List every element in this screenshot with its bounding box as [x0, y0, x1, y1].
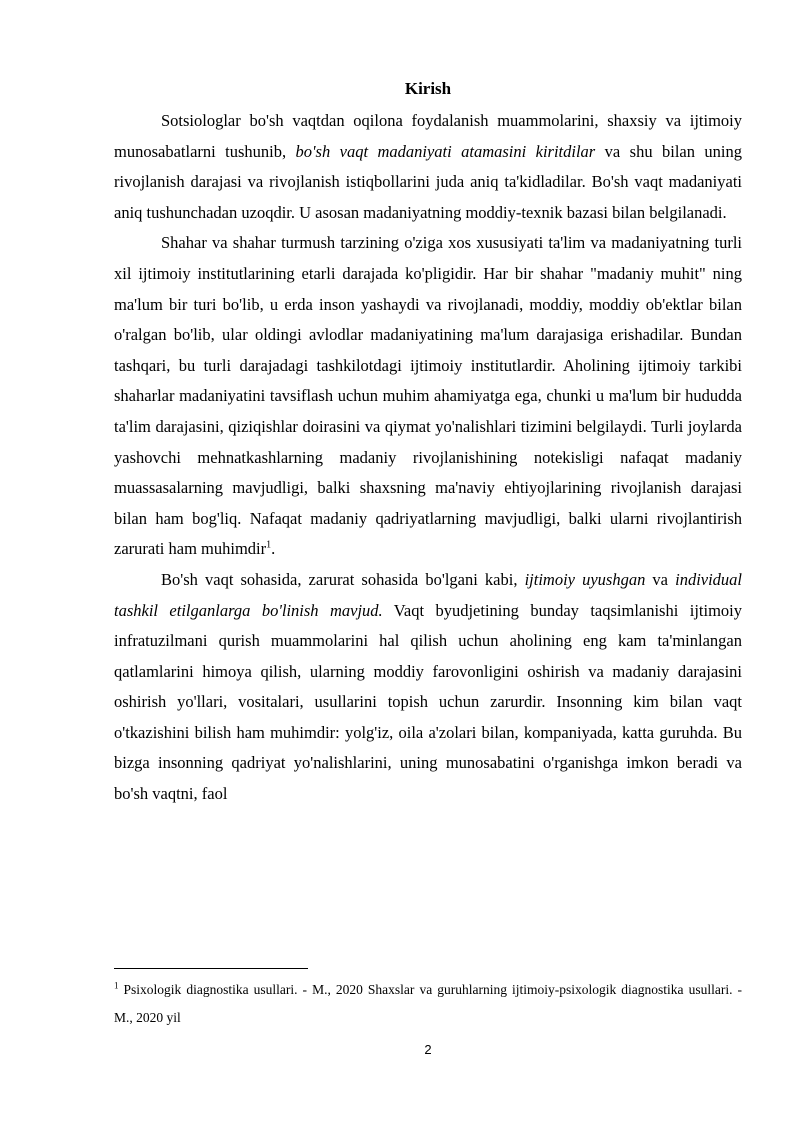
footnote-reference: 1	[266, 539, 272, 551]
paragraph-1-text-end: va shu bilan uning rivojlanish darajasi va rivojlanish istiqbollarini juda aniq ta'kidladilar. Bo'sh vaqt madaniyati aniq tushunchadan uzoqdir. U asosan madaniyatning moddiy-texnik bazasi bilan belgilanadi.	[114, 141, 742, 222]
paragraph-3-emphasis-1: ijtimoiy uyushgan	[524, 569, 646, 589]
paragraph-1-text: Sotsiologlar bo'sh vaqtdan oqilona foydalanish muammolarini, shaxsiy va ijtimoiy munosabatlarni tushunib,	[114, 111, 742, 161]
paragraph-2-text: Shahar va shahar turmush tarzining o'ziga xos xususiyati ta'lim va madaniyatning turli xil ijtimoiy institutlarining etarli darajada ko'pligidir. Har bir shahar "madaniy muhit" ning ma'lum bir turi bo'lib, u erda inson yashaydi va rivojlanadi, moddiy, moddiy ob'ektlar bilan o'ralgan bo'lib, ular oldingi avlodlar madaniyatining ma'lum darajasiga erishadilar. Bundan tashqari, bu turli darajadagi tashkilotdagi ijtimoiy institutlardir. Aholining ijtimoiy tarkibi shaharlar madaniyatini tavsiflash uchun muhim ahamiyatga ega, chunki u ma'lum bir hududda ta'lim darajasini, qiziqishlar doirasini va qiymat yo'nalishlari tizimini belgilaydi. Turli joylarda yashovchi mehnatkashlarning madaniy rivojlanishining notekisligi nafaqat madaniy muassasalarning mavjudligi, balki shaxsning ma'naviy ehtiyojlarining rivojlanish darajasi bilan ham bog'liq. Nafaqat madaniy qadriyatlarning mavjudligi, balki ularni rivojlantirish zarurati ham muhimdir	[114, 233, 742, 559]
paragraph-1-emphasis: bo'sh vaqt madaniyati atamasini kiritdilar	[295, 141, 596, 161]
body-text	[114, 106, 742, 810]
paragraph-1	[114, 106, 742, 228]
paragraph-3-connector: va	[645, 569, 676, 589]
footnote-separator	[114, 968, 308, 969]
section-title: Kirish	[404, 79, 452, 98]
paragraph-3-text-end: Vaqt byudjetining bunday taqsimlanishi ijtimoiy infratuzilmani qurish muammolarini hal qilish uchun aholining eng kam ta'minlangan qatlamlarini himoya qilish, ularning moddiy farovonligini oshirish va madaniy darajasini oshirish yo'llari, vositalari, usullarini topish uchun zarurdir. Insonning kim bilan vaqt o'tkazishini bilish ham muhimdir: yolg'iz, oila a'zolari bilan, kompaniyada, katta guruhda. Bu bizga insonning qadriyat yo'nalishlarini, uning munosabatini o'rganishga imkon beradi va bo'sh vaqtni, faol	[114, 600, 743, 804]
paragraph-3-emphasis-2: individual tashkil etilganlarga bo'linish mavjud.	[114, 569, 743, 620]
paragraph-2-text-end: .	[271, 539, 276, 559]
page-number: 2	[424, 1042, 432, 1057]
footnote-marker: 1	[114, 980, 119, 991]
paragraph-2	[114, 228, 742, 565]
paragraph-3	[114, 565, 742, 810]
paragraph-3-text: Bo'sh vaqt sohasida, zarurat sohasida bo'lgani kabi,	[161, 569, 525, 589]
footnote	[114, 976, 742, 1032]
footnote-text: Psixologik diagnostika usullari. - M., 2020 Shaxslar va guruhlarning ijtimoiy-psixologik diagnostika usullari. - M., 2020 yil	[114, 982, 742, 1025]
